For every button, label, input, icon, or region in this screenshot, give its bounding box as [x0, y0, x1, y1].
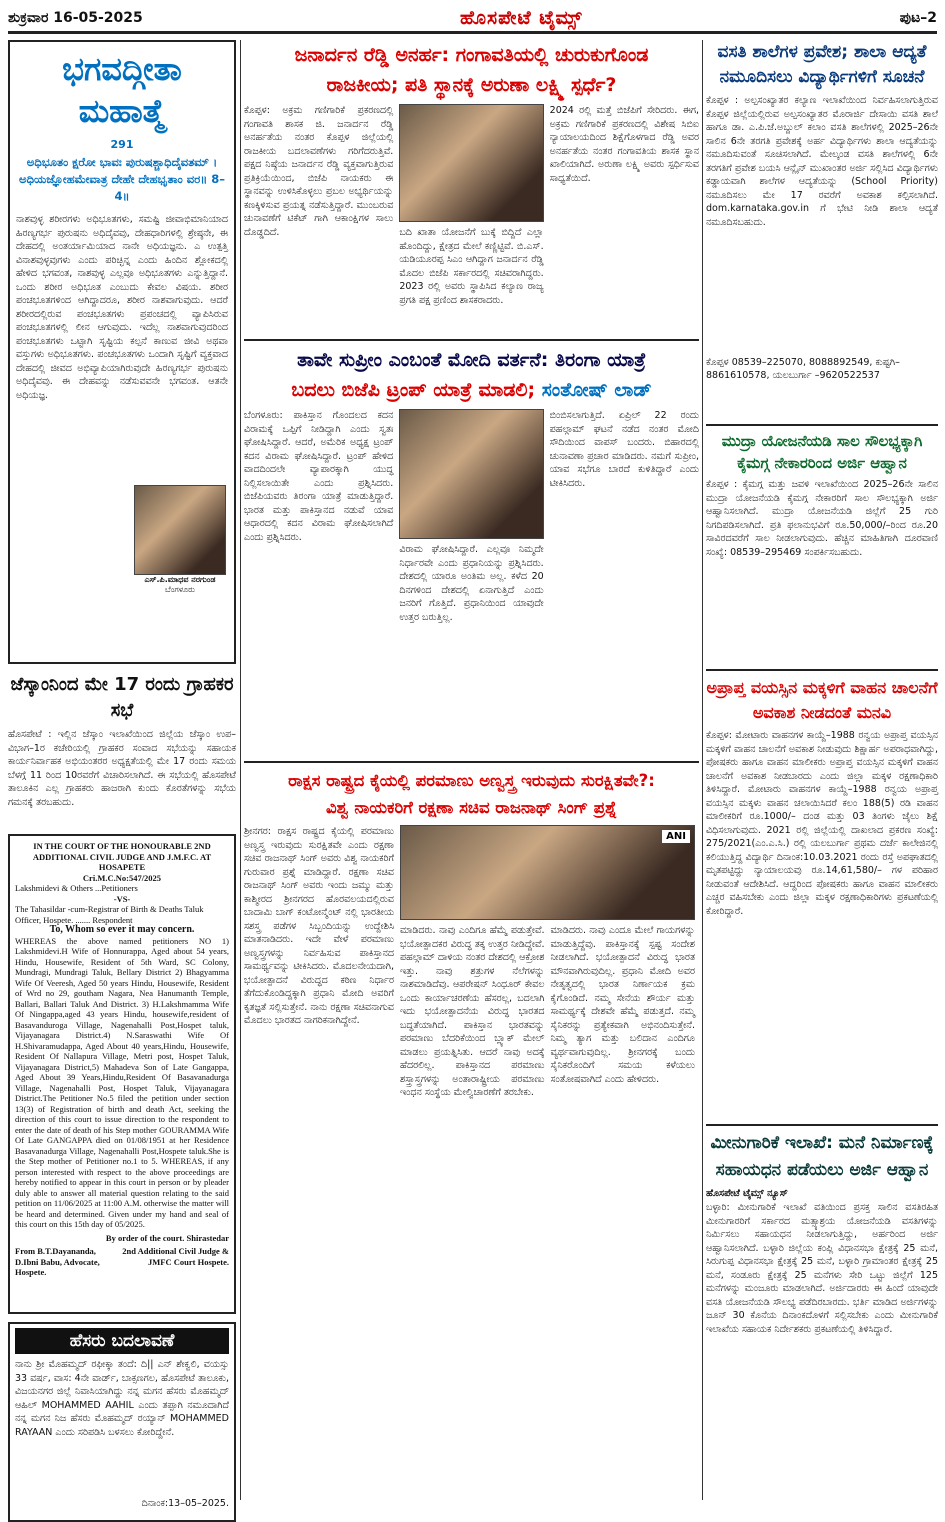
court-body: WHEREAS the above named petitioners NO 1) Lakshmidevi.H Wife of Honnurappa, Aged about 54 years, Hindu, Housewife, Resident of 5th Ward, SC Colony, Mundragi, Mundragi Taluk, Bellary District 2) Bhagyamma Wife Of Veeresh, Aged 50 years Hindu, Housewife, Resident of Wrd no 29, goutham Nagara, Nea Hanumanth Temple, Ballari, Ballari Taluk And District. 3) H.Lakshmamma Wife Of Ningappa,aged 43 years Hindu, housewife,resident of Basavanduroga Village, Nagenahalli Post,Hospet taluk, Vijayanagara District.4) N.Saraswathi Wife Of H.Shivaramudappa, Aged About 40 years,Hindu, Housewife, Resident Of Nallapura Village, Metri post, Hospet Taluk, Vijayanagara District,5) Mahadeva Son of Late Gangappa, Aged About 39 Years,Hindu,Resident Of Basavanadurga Village, Nagenahalli Post, Hospet Taluk, Vijayanagara District.The Petitioner No.5 filed the petition under section 13(3) of Registration of birth and death Act, seeking the direction of this court to issue direction to the respondent to enter the date of death of his Step mother GOURAMMA Wife Of Late GANGAPPA died on 01/08/1951 at her Residence Basavanadurga Village, Nagenahalli Post,Hospete taluk.She is the Step mother of Petitioner no.1 to 5. WHEREAS, if any person interested with respect to the above proceedings are hereby notified to appear in this court in person or by pleader duly able to answer all material question relating to the said petition on 11/06/2025 at 11:00 A.M. otherwise the matter will be heard and determined. Given under my hand and seal of this court on this 15th day of 05/2025.	[15, 935, 229, 1229]
hostel-article	[706, 40, 938, 420]
case-number: Cri.M.C.No:547/2025	[82, 872, 162, 883]
rajnath-col-2: ಮಾಡಿದರು. ನಾವು ಎಂದಿಗೂ ಹೆಮ್ಮೆ ಪಡುತ್ತೇವೆ. ಭಯೋತ್ಪಾದಕರ ವಿರುದ್ಧ ತಕ್ಕ ಉತ್ತರ ನೀಡಿದ್ದೇವೆ. ಪಹಲ್ಗಾಮ್ ದಾಳಿಯ ನಂತರ ದೇಶದಲ್ಲಿ ಆಕ್ರೋಶ ಇತ್ತು. ನಾವು ಶತ್ರುಗಳ ನೆಲೆಗಳನ್ನು ನಾಶಮಾಡಿದೆವು. ಆಪರೇಷನ್ ಸಿಂಧೂರ್ ಕೇವಲ ಒಂದು ಕಾರ್ಯಾಚರಣೆಯ ಹೆಸರಲ್ಲ, ಬದಲಾಗಿ ಇದು ಭಯೋತ್ಪಾದನೆಯ ವಿರುದ್ಧ ಭಾರತದ ಬದ್ಧತೆಯಾಗಿದೆ. ಪಾಕಿಸ್ತಾನ ಭಾರತವನ್ನು ಪರಮಾಣು ಬೆದರಿಕೆಯಿಂದ ಬ್ಲ್ಯಾಕ್ ಮೇಲ್ ಮಾಡಲು ಪ್ರಯತ್ನಿಸಿತು. ಆದರೆ ನಾವು ಅದಕ್ಕೆ ಹೆದರಲಿಲ್ಲ. ಪಾಕಿಸ್ತಾನದ ಪರಮಾಣು ಶಸ್ತ್ರಾಸ್ತ್ರಗಳನ್ನು ಅಂತಾರಾಷ್ಟ್ರೀಯ ಪರಮಾಣು ಇಂಧನ ಸಂಸ್ಥೆಯ ಮೇಲ್ವಿಚಾರಣೆಗೆ ತರಬೇಕು.	[400, 925, 545, 1098]
reddy-col-3: 2024 ರಲ್ಲಿ ಮತ್ತೆ ಬಿಜೆಪಿಗೆ ಸೇರಿದರು. ಈಗ, ಅಕ್ರಮ ಗಣಿಗಾರಿಕೆ ಪ್ರಕರಣದಲ್ಲಿ ವಿಶೇಷ ಸಿಬಿಐ ನ್ಯಾಯಾಲಯದಿಂದ ಶಿಕ್ಷೆಗೊಳಗಾದ ರೆಡ್ಡಿ ಅವರ ಅನರ್ಹತೆಯ ನಂತರ ಗಂಗಾವತಿಯ ಶಾಸಕ ಸ್ಥಾನ ಖಾಲಿಯಾಗಿದೆ. ಅರುಣಾ ಲಕ್ಷ್ಮಿ ಅವರು ಸ್ಪರ್ಧಿಸುವ ಸಾಧ್ಯತೆಯಿದೆ.	[549, 105, 699, 184]
vs: -VS-	[113, 893, 131, 904]
minor-title: ಅಪ್ರಾಪ್ತ ವಯಸ್ಸಿನ ಮಕ್ಕಳಿಗೆ ವಾಹನ ಚಾಲನೆಗೆ ಅವಕಾಶ ನೀಡದಂತೆ ಮನವಿ	[706, 678, 938, 722]
name-change-title: ಹೆಸರು ಬದಲಾವಣೆ	[15, 1328, 229, 1354]
name-change-box	[8, 1322, 236, 1522]
paper-name: ಹೊಸಪೇಟೆ ಟೈಮ್ಸ್	[459, 6, 583, 29]
court-notice	[8, 834, 236, 1314]
masthead	[8, 4, 937, 34]
reddy-article	[244, 40, 699, 335]
rajnath-col-1: ಶ್ರೀನಗರ: ರಾಕ್ಷಸ ರಾಷ್ಟ್ರದ ಕೈಯಲ್ಲಿ ಪರಮಾಣು ಅಣ್ವಸ್ತ್ರ ಇರುವುದು ಸುರಕ್ಷಿತವೇ ಎಂದು ರಕ್ಷಣಾ ಸಚಿವ ರಾಜನಾಥ್ ಸಿಂಗ್ ಅವರು ವಿಶ್ವ ನಾಯಕರಿಗೆ ಗುರುವಾರ ಪ್ರಶ್ನೆ ಮಾಡಿದ್ದಾರೆ. ರಕ್ಷಣಾ ಸಚಿವ ರಾಜನಾಥ್ ಸಿಂಗ್ ಅವರು ಇಂದು ಜಮ್ಮು ಮತ್ತು ಕಾಶ್ಮೀರದ ಶ್ರೀನಗರದ ಹೊರವಲಯದಲ್ಲಿರುವ ಬಾದಾಮಿ ಬಾಗ್ ಕಂಟೋನ್ಮೆಂಟ್ ನಲ್ಲಿ ಭಾರತೀಯ ಸಶಸ್ತ್ರ ಪಡೆಗಳ ಸಿಬ್ಬಂದಿಯನ್ನು ಉದ್ದೇಶಿಸಿ ಮಾತನಾಡಿದರು. ಇದೇ ವೇಳೆ ಪರಮಾಣು ಅಣ್ವಸ್ತ್ರಗಳನ್ನು ನಿರ್ವಹಿಸುವ ಪಾಕಿಸ್ತಾನದ ಸಾಮರ್ಥ್ಯವನ್ನು ಟೀಕಿಸಿದರು. ಮೊದಲನೇಯದಾಗಿ, ಭಯೋತ್ಪಾದನೆ ವಿರುದ್ಧದ ಕಠಿಣ ನಿರ್ಧಾರ ತೆಗೆದುಕೊಂಡಿದ್ದಕ್ಕಾಗಿ ಪ್ರಧಾನಿ ಮೋದಿ ಅವರಿಗೆ ಕೃತಜ್ಞತೆ ಸಲ್ಲಿಸುತ್ತೇನೆ. ನಾನು ರಕ್ಷಣಾ ಸಚಿವನಾಗುವ ಮೊದಲು ಭಾರತದ ನಾಗರಿಕನಾಗಿದ್ದೇನೆ.	[244, 826, 394, 1026]
lad-title-2b: ಸಂತೋಷ್ ಲಾಡ್	[535, 379, 652, 401]
fish-article	[706, 1130, 938, 1490]
left-column	[8, 40, 236, 1509]
court-sign: 2nd Additional Civil Judge & JMFC Court Hospete.	[122, 1246, 229, 1267]
mudra-body: ಕೊಪ್ಪಳ : ಕೈಮಗ್ಗ ಮತ್ತು ಜವಳಿ ಇಲಾಖೆಯಿಂದ 2025–26ನೇ ಸಾಲಿನ ಮುದ್ರಾ ಯೋಜನೆಯಡಿ ಕೈಮಗ್ಗ ನೇಕಾರರಿಗೆ ಸಾಲ ಸೌಲಭ್ಯಕ್ಕಾಗಿ ಅರ್ಜಿ ಆಹ್ವಾನಿಸಲಾಗಿದೆ. ಮುದ್ರಾ ಯೋಜನೆಯಡಿ ಜಿಲ್ಲೆಗೆ 25 ಗುರಿ ನಿಗದಿಪಡಿಸಲಾಗಿದೆ. ಪ್ರತಿ ಫಲಾನುಭವಿಗೆ ರೂ.50,000/–ರಿಂದ ರೂ.20 ಸಾವಿರದವರೆಗೆ ಸಾಲ ನೀಡಲಾಗುವುದು. ಹೆಚ್ಚಿನ ಮಾಹಿತಿಗಾಗಿ ದೂರವಾಣಿ ಸಂಖ್ಯೆ: 08539–295469 ಸಂಪರ್ಕಿಸಬಹುದು.	[706, 479, 938, 558]
reddy-col-2: ಬದಿ ಖಾತಾ ಯೋಜನೆಗೆ ಬುಕ್ಕೆ ಬಿದ್ದಿದೆ ಎಲ್ಲಾ ಹೊಂದಿದ್ದು, ಕ್ಷೇತ್ರದ ಮೇಲೆ ಕಣ್ಣಿಟ್ಟಿವೆ. ಬಿ.ಎಸ್. ಯಡಿಯೂರಪ್ಪ ಸಿಎಂ ಆಗಿದ್ದಾಗ ಜನಾರ್ದನ ರೆಡ್ಡಿ ಮೊದಲ ಬಿಜೆಪಿ ಸರ್ಕಾರದಲ್ಲಿ ಸಚಿವರಾಗಿದ್ದರು. 2023 ರಲ್ಲಿ ಅವರು ಸ್ಥಾಪಿಸಿದ ಕಲ್ಯಾಣ ರಾಜ್ಯ ಪ್ರಗತಿ ಪಕ್ಷ ಪ್ರಣಿಂದ ಶಾಸಕರಾದರು.	[399, 227, 544, 306]
gita-box	[8, 40, 236, 664]
minor-article	[706, 675, 938, 1120]
verse-text: ಅಧಿಭೂತಂ ಕ್ಷರೋ ಭಾವಃ ಪುರುಷಶ್ಚಾಧಿದೈವತಮ್ । ಅಧಿಯಜ್ಞೋಹಮೇವಾತ್ರ ದೇಹೇ ದೇಹಭೃತಾಂ ವರ॥ 8–4॥	[18, 155, 225, 203]
name-change-date: ದಿನಾಂಕ:13–05–2025.	[141, 1498, 229, 1509]
issue-date: ಶುಕ್ರವಾರ 16-05-2025	[8, 9, 143, 26]
rajnath-title-1: ರಾಕ್ಷಸ ರಾಷ್ಟ್ರದ ಕೈಯಲ್ಲಿ ಪರಮಾಣು ಅಣ್ವಸ್ತ್ರ ಇರುವುದು ಸುರಕ್ಷಿತವೇ?:	[288, 771, 655, 790]
lad-photo	[399, 409, 543, 539]
escom-body: ಹೊಸಪೇಟೆ : ಇಲ್ಲಿನ ಜೆಸ್ಕಾಂ ಇಲಾಖೆಯಿಂದ ಜಿಲ್ಲೆಯ ಜೆಸ್ಕಾಂ ಉಪ–ವಿಭಾಗ–1ರ ಕಚೇರಿಯಲ್ಲಿ ಗ್ರಾಹಕರ ಸಂವಾದ ಸಭೆಯನ್ನು ಸಹಾಯಕ ಕಾರ್ಯನಿರ್ವಾಹಕ ಅಭಿಯಂತರರ ಅಧ್ಯಕ್ಷತೆಯಲ್ಲಿ ಮೇ 17 ರಂದು ಸಮಯ ಬೆಳಗ್ಗೆ 11 ರಿಂದ 10ರವರೆಗೆ ವಿಚಾರಿಸಲಾಗಿದೆ. ಈ ಸಭೆಯಲ್ಲಿ ಹೊಸಪೇಟೆ ತಾಲೂಕಿನ ಎಲ್ಲ ಗ್ರಾಹಕರು ಹಾಜರಾಗಿ ಕುಂದು ಕೊರತೆಗಳನ್ನು ಸಭೆಯ ಗಮನಕ್ಕೆ ತರಬಹುದು.	[8, 729, 236, 808]
fish-body: ಬಳ್ಳಾರಿ: ಮೀನುಗಾರಿಕೆ ಇಲಾಖೆ ವತಿಯಿಂದ ಪ್ರಸಕ್ತ ಸಾಲಿನ ವಸತಿರಹಿತ ಮೀನುಗಾರರಿಗೆ ಸರ್ಕಾರದ ಮತ್ಸ್ಯಾಶ್ರಯ ಯೋಜನೆಯಡಿ ವಸತಿಗಳನ್ನು ನಿರ್ಮಿಸಲು ಸಹಾಯಧನ ನೀಡಲಾಗುತ್ತಿದ್ದು, ಅರ್ಹರಿಂದ ಅರ್ಜಿ ಆಹ್ವಾನಿಸಲಾಗಿದೆ. ಬಳ್ಳಾರಿ ಜಿಲ್ಲೆಯ ಕಂಪ್ಲಿ ವಿಧಾನಸಭಾ ಕ್ಷೇತ್ರಕ್ಕೆ 25 ಮನೆ, ಸಿರುಗುಪ್ಪ ವಿಧಾನಸಭಾ ಕ್ಷೇತ್ರಕ್ಕೆ 25 ಮನೆ, ಬಳ್ಳಾರಿ ಗ್ರಾಮಾಂತರ ಕ್ಷೇತ್ರಕ್ಕೆ 25 ಮನೆ, ಸಂಡೂರು ಕ್ಷೇತ್ರಕ್ಕೆ 25 ಮನೆಗಳು ಸೇರಿ ಒಟ್ಟು ಜಿಲ್ಲೆಗೆ 125 ಮನೆಗಳನ್ನು ಮಂಜೂರು ಮಾಡಲಾಗಿದೆ. ಅರ್ಜಿದಾರರು ಈ ಹಿಂದೆ ಯಾವುದೇ ವಸತಿ ಯೋಜನೆಯಡಿ ಸೌಲಭ್ಯ ಪಡೆದಿರಬಾರದು. ಭರ್ತಿ ಮಾಡಿದ ಅರ್ಜಿಗಳನ್ನು ಜೂನ್ 30 ಕೊನೆಯ ದಿನಾಂಕದೊಳಗೆ ಸಲ್ಲಿಸಬೇಕು ಎಂದು ಮೀನುಗಾರಿಕೆ ಇಲಾಖೆಯ ಸಹಾಯಕ ನಿರ್ದೇಶಕರು ಪ್ರಕಟಣೆಯಲ್ಲಿ ತಿಳಿಸಿದ್ದಾರೆ.	[706, 1202, 938, 1335]
mudra-title: ಮುದ್ರಾ ಯೋಜನೆಯಡಿ ಸಾಲ ಸೌಲಭ್ಯಕ್ಕಾಗಿ ಕೈಮಗ್ಗ ನೇಕಾರರಿಂದ ಅರ್ಜಿ ಆಹ್ವಾನ	[721, 432, 923, 472]
gita-title: ಭಗವದ್ಗೀತಾ ಮಹಾತ್ಮೆ	[62, 50, 182, 130]
court-from: From B.T.Dayananda, D.Ibni Babu, Advocate, Hospete.	[15, 1246, 100, 1277]
center-column	[244, 40, 699, 1500]
mudra-article	[706, 430, 938, 665]
rajnath-col-3: ಮಾಡಿದರು. ನಾವು ಎಂದೂ ಮೇಲೆ ಗಾಯಗಳನ್ನು ಮಾಡುತ್ತಿದ್ದೆವು. ಪಾಕಿಸ್ತಾನಕ್ಕೆ ಸ್ಪಷ್ಟ ಸಂದೇಶ ನೀಡಲಾಗಿದೆ. ಭಯೋತ್ಪಾದನೆ ವಿರುದ್ಧ ಭಾರತ ಮೌನವಾಗಿರುವುದಿಲ್ಲ. ಪ್ರಧಾನಿ ಮೋದಿ ಅವರ ನೇತೃತ್ವದಲ್ಲಿ ಭಾರತ ನಿರ್ಣಾಯಕ ಕ್ರಮ ಕೈಗೊಂಡಿದೆ. ನಮ್ಮ ಸೇನೆಯ ಶೌರ್ಯ ಮತ್ತು ಸಾಮರ್ಥ್ಯಕ್ಕೆ ದೇಶವೇ ಹೆಮ್ಮೆ ಪಡುತ್ತದೆ. ನಮ್ಮ ಸೈನಿಕರನ್ನು ಪ್ರತ್ಯೇಕವಾಗಿ ಅಭಿನಂದಿಸುತ್ತೇನೆ. ನಿಮ್ಮ ತ್ಯಾಗ ಮತ್ತು ಬಲಿದಾನ ಎಂದಿಗೂ ವ್ಯರ್ಥವಾಗುವುದಿಲ್ಲ. ಶ್ರೀನಗರಕ್ಕೆ ಬಂದು ಸೈನಿಕರೊಂದಿಗೆ ಸಮಯ ಕಳೆಯಲು ಸಂತೋಷವಾಗಿದೆ ಎಂದು ಹೇಳಿದರು.	[550, 925, 695, 1085]
reddy-photo	[399, 104, 543, 222]
hostel-phones: ಕೊಪ್ಪಳ 08539–225070, 8088892549, ಕುಷ್ಟಗಿ–8861610578, ಯಲಬುರ್ಗಾ –9620522537	[706, 357, 900, 381]
escom-title: ಜೆಸ್ಕಾಂನಿಂದ ಮೇ 17 ರಂದು ಗ್ರಾಹಕರ ಸಭೆ	[10, 674, 234, 721]
author-city: ಬೆಂಗಳೂರು	[165, 585, 195, 594]
reddy-title-2: ರಾಜಕೀಯ; ಪತಿ ಸ್ಥಾನಕ್ಕೆ ಅರುಣಾ ಲಕ್ಷ್ಮಿ ಸ್ಪರ್ಧೆ?	[326, 74, 617, 96]
author-name: ಎಸ್.ಪಿ.ಮಾಧವ ನರಗುಂಡ	[144, 575, 216, 584]
lad-col-2: ವಿರಾಮ ಘೋಷಿಸಿದ್ದಾರೆ. ಎಲ್ಲವೂ ನಿಮ್ಮದೇ ನಿರ್ಧಾರವೇ ಎಂದು ಪ್ರಧಾನಿಯನ್ನು ಪ್ರಶ್ನಿಸಿದರು. ದೇಶದಲ್ಲಿ ಯಾರೂ ಅಂತಿಮ ಅಲ್ಲ. ಕಳೆದ 20 ದಿನಗಳಿಂದ ದೇಶದಲ್ಲಿ ಏನಾಗುತ್ತಿದೆ ಎಂದು ಜನರಿಗೆ ಗೊತ್ತಿದೆ. ಪ್ರಧಾನಿಯಿಂದ ಯಾವುದೇ ಉತ್ತರ ಬರುತ್ತಿಲ್ಲ.	[399, 544, 544, 623]
lad-col-1: ಬೆಂಗಳೂರು: ಪಾಕಿಸ್ತಾನ ಗೊಂದಲದ ಕದನ ವಿರಾಮಕ್ಕೆ ಒಪ್ಪಿಗೆ ನೀಡಿದ್ದಾಗಿ ಎಂದು ಸ್ವತಃ ಘೋಷಿಸಿದ್ದಾರೆ. ಆದರೆ, ಅಮೆರಿಕ ಅಧ್ಯಕ್ಷ ಟ್ರಂಪ್ ಕದನ ವಿರಾಮ ಘೋಷಿಸಿದ್ದಾರೆ. ಟ್ರಂಪ್ ಹೇಳಿದ ವಾದದಿಂದಲೇ ವ್ಯಾಪಾರಕ್ಕಾಗಿ ಯುದ್ಧ ನಿಲ್ಲಿಸಲಾಯಿತೇ ಎಂದು ಪ್ರಶ್ನಿಸಿದರು. ಬಿಜೆಪಿಯವರು ತಿರಂಗಾ ಯಾತ್ರೆ ಮಾಡುತ್ತಿದ್ದಾರೆ. ಭಾರತ ಮತ್ತು ಪಾಕಿಸ್ತಾನದ ನಡುವೆ ಯಾವ ಆಧಾರದಲ್ಲಿ ಕದನ ವಿರಾಮ ಘೋಷಿಸಲಾಗಿದೆ ಎಂದು ಪ್ರಶ್ನಿಸಿದರು.	[244, 410, 394, 543]
court-head: IN THE COURT OF THE HONOURABLE 2ND ADDITIONAL CIVIL JUDGE AND J.M.F.C. AT HOSAPETE	[32, 841, 212, 872]
rajnath-title-2: ವಿಶ್ವ ನಾಯಕರಿಗೆ ರಕ್ಷಣಾ ಸಚಿವ ರಾಜನಾಥ್ ಸಿಂಗ್ ಪ್ರಶ್ನೆ	[325, 798, 617, 817]
hostel-title: ವಸತಿ ಶಾಲೆಗಳ ಪ್ರವೇಶ; ಶಾಲಾ ಆದ್ಯತೆ ನಮೂದಿಸಲು ವಿದ್ಯಾರ್ಥಿಗಳಿಗೆ ಸೂಚನೆ	[717, 42, 927, 87]
fish-title: ಮೀನುಗಾರಿಕೆ ಇಲಾಖೆ: ಮನೆ ನಿರ್ಮಾಣಕ್ಕೆ ಸಹಾಯಧನ ಪಡೆಯಲು ಅರ್ಜಿ ಆಹ್ವಾನ	[710, 1133, 934, 1180]
gita-body: ನಾಶವುಳ್ಳ ಶರೀರಗಳು ಅಧಿಭೂತಗಳು, ಸಮಷ್ಟಿ ಜೀವಾಭಿಮಾನಿಯಾದ ಹಿರಣ್ಯಗರ್ಭ ಪುರುಷನು ಅಧಿದೈವವು, ದೇಹಧಾರಿಗಳಲ್ಲಿ ಶ್ರೇಷ್ಠನೇ, ಈ ದೇಹದಲ್ಲಿ ಅಂತರ್ಯಾಮಿಯಾದ ನಾನೇ ಅಧಿಯಜ್ಞನು. ಎ ಉತ್ಪತ್ತಿ ವಿನಾಶವುಳ್ಳವುಗಳು ಎಂದು ಪರಿಚ್ಛಿನ್ನ ಎಂದು ಹಿಂದಿನ ಶ್ಲೋಕದಲ್ಲಿ ಹೇಳಿದ ಭಗವಂತ, ನಾಶವುಳ್ಳ ಎಲ್ಲವೂ ಅಧಿಭೂತಗಳು ಎನ್ನುತ್ತಿದ್ದಾನೆ. ಒಂದು ಶರೀರ ಅಧಿಭೂತ ಎಂಬುದು ಕೇವಲ ವಿಷಯ. ಶರೀರ ಪಂಚಭೂತಗಳಿಂದ ಆಗಿದ್ದಾದರೂ, ಶರೀರ ನಾಶವಾಗುವುದು. ಆದರೆ ಶರೀರದಲ್ಲಿರುವ ಪಂಚಭೂತಗಳು ಪ್ರಪಂಚದಲ್ಲಿ ವ್ಯಾಪಿಸಿರುವ ಪಂಚಭೂತಗಳಲ್ಲಿ ಲೀನ ಆಗುವುದು. ಇದೆಲ್ಲ ನಾಶವಾಗುವುದರಿಂದ ಪಂಚಭೂತಗಳು ಒಟ್ಟಾಗಿ ಸೃಷ್ಟಿಯ ಕಲ್ಪನೆ ಕಾಣುವ ಜೀವಿ ಅಥವಾ ವಸ್ತುಗಳು ಅಧಿಭೂತಗಳು. ಪಂಚಭೂತಗಳು ಒಂದಾಗಿ ಸೃಷ್ಟಿಗೆ ವ್ಯಕ್ತವಾದ ದೇಹದಲ್ಲಿ ಜೀವದ ಅಭಿವ್ಯಾಪಿಯಾಗಿರುವುದೇ ಹಿರಣ್ಯಗರ್ಭ ಪುರುಷನು ಅಧಿದೈವವು. ಈ ದೇಹವನ್ನು ನಡೆಸುವವನೇ ಭಗವಂತ. ಆತನೇ ಅಧಿಯಜ್ಞ.	[16, 214, 228, 401]
lad-col-3: ಬಿಂಬಿಸಲಾಗುತ್ತಿದೆ. ಏಪ್ರಿಲ್ 22 ರಂದು ಪಹಲ್ಗಾಮ್ ಘಟನೆ ನಡೆದ ನಂತರ ಮೋದಿ ಸೌದಿಯಿಂದ ವಾಪಸ್ ಬಂದರು. ಬಿಹಾರದಲ್ಲಿ ಚುನಾವಣಾ ಪ್ರಚಾರ ಮಾಡಿದರು. ನಮಗೆ ಸುಪ್ರೀಂ, ಯಾವ ಸಭೆಗೂ ಬಾರದೆ ಕುಳಿತಿದ್ದಾರೆ ಎಂದು ಟೀಕಿಸಿದರು.	[549, 410, 699, 489]
minor-body: ಕೊಪ್ಪಳ: ಮೋಟಾರು ವಾಹನಗಳ ಕಾಯ್ದೆ–1988 ರನ್ವಯ ಅಪ್ರಾಪ್ತ ವಯಸ್ಸಿನ ಮಕ್ಕಳಿಗೆ ವಾಹನ ಚಾಲನೆಗೆ ಅವಕಾಶ ನೀಡುವುದು ಶಿಕ್ಷಾರ್ಹ ಅಪರಾಧವಾಗಿದ್ದು, ಪೋಷಕರು ಹಾಗೂ ವಾಹನ ಮಾಲೀಕರು ಅಪ್ರಾಪ್ತ ವಯಸ್ಸಿನ ಮಕ್ಕಳಿಗೆ ವಾಹನ ಚಾಲನೆಗೆ ಅವಕಾಶ ನೀಡಬಾರದು ಎಂದು ಜಿಲ್ಲಾ ಮಕ್ಕಳ ರಕ್ಷಣಾಧಿಕಾರಿ ತಿಳಿಸಿದ್ದಾರೆ. ಮೋಟಾರು ವಾಹನಗಳ ಕಾಯ್ದೆ–1988 ರನ್ವಯ ಅಪ್ರಾಪ್ತ ವಯಸ್ಸಿನ ಮಕ್ಕಳು ವಾಹನ ಚಲಾಯಿಸಿದರೆ ಕಲಂ 188(5) ರಡಿ ವಾಹನ ಮಾಲೀಕರಿಗೆ ರೂ.1000/– ದಂಡ ಮತ್ತು 03 ತಿಂಗಳು ಜೈಲು ಶಿಕ್ಷೆ ವಿಧಿಸಲಾಗುವುದು. 2021 ರಲ್ಲಿ ಜಿಲ್ಲೆಯಲ್ಲಿ ದಾಖಲಾದ ಪ್ರಕರಣ ಸಂಖ್ಯೆ: 275/2021(ಎಂ.ಎ.ಸಿ.) ರಲ್ಲಿ ಯಲಬುರ್ಗಾ ಪ್ರಥಮ ದರ್ಜೆ ಕಾಲೇಜಿನಲ್ಲಿ ಕಲಿಯುತ್ತಿದ್ದ ವಿದ್ಯಾರ್ಥಿ ದಿನಾಂಕ:10.03.2021 ರಂದು ರಸ್ತೆ ಅಪಘಾತದಲ್ಲಿ ಮೃತಪಟ್ಟಿದ್ದು ನ್ಯಾಯಾಲಯವು ರೂ.14,61,580/– ಗಳ ಪರಿಹಾರ ನೀಡುವಂತೆ ಆದೇಶಿಸಿದೆ. ಆದ್ದರಿಂದ ಪೋಷಕರು ಹಾಗೂ ವಾಹನ ಮಾಲೀಕರು ಎಚ್ಚರ ವಹಿಸಬೇಕು ಎಂದು ಜಿಲ್ಲಾ ಮಕ್ಕಳ ರಕ್ಷಣಾಧಿಕಾರಿಗಳು ಪ್ರಕಟಣೆಯಲ್ಲಿ ಕೋರಿದ್ದಾರೆ.	[706, 730, 938, 917]
rajnath-article	[244, 767, 699, 1507]
author-box	[132, 483, 228, 597]
author-photo	[134, 485, 226, 575]
verse-number: 291	[110, 138, 134, 151]
respondent: The Tahasildar -cum-Registrar of Birth & Deaths Taluk Officer, Hospete. ....... Respondent	[15, 904, 204, 925]
escom-article	[8, 672, 236, 824]
reddy-col-1: ಕೊಪ್ಪಳ: ಅಕ್ರಮ ಗಣಿಗಾರಿಕೆ ಪ್ರಕರಣದಲ್ಲಿ ಗಂಗಾವತಿ ಶಾಸಕ ಜಿ. ಜನಾರ್ದನ ರೆಡ್ಡಿ ಅನರ್ಹತೆಯ ನಂತರ ಕೊಪ್ಪಳ ಜಿಲ್ಲೆಯಲ್ಲಿ ರಾಜಕೀಯ ಬದಲಾವಣೆಗಳು ಗರಿಗೆದರುತ್ತಿವೆ. ಪಕ್ಷದ ನಿಷ್ಠೆಯ ಜನಾರ್ದನ ರೆಡ್ಡಿ ವ್ಯಕ್ತವಾಗುತ್ತಿರುವ ಪ್ರತಿಕ್ರಿಯೆಯಿಂದ, ಬಿಜೆಪಿ ನಾಯಕರು ಈ ಸ್ಥಾನವನ್ನು ಉಳಿಸಿಕೊಳ್ಳಲು ಪ್ರಬಲ ಅಭ್ಯರ್ಥಿಯನ್ನು ಕಣಕ್ಕಿಳಿಸುವ ಪ್ರಯತ್ನ ನಡೆಸುತ್ತಿದ್ದಾರೆ. ಮುಂಬರುವ ಚುನಾವಣೆಗೆ ಟಿಕೆಟ್ ಗಾಗಿ ಆಕಾಂಕ್ಷಿಗಳ ಸಾಲು ದೊಡ್ಡದಿದೆ.	[244, 105, 394, 238]
to-whom: To, Whom so ever it may concern.	[49, 924, 195, 935]
reddy-title-1: ಜನಾರ್ದನ ರೆಡ್ಡಿ ಅನರ್ಹ: ಗಂಗಾವತಿಯಲ್ಲಿ ಚುರುಕುಗೊಂಡ	[294, 44, 649, 66]
ani-logo: ANI	[662, 830, 690, 843]
hostel-body: ಕೊಪ್ಪಳ : ಅಲ್ಪಸಂಖ್ಯಾತರ ಕಲ್ಯಾಣ ಇಲಾಖೆಯಿಂದ ನಿರ್ವಹಿಸಲಾಗುತ್ತಿರುವ ಕೊಪ್ಪಳ ಜಿಲ್ಲೆಯಲ್ಲಿರುವ ಅಲ್ಪಸಂಖ್ಯಾತರ ಮೊರಾರ್ಜಿ ದೇಸಾಯಿ ವಸತಿ ಶಾಲೆ ಹಾಗೂ ಡಾ. ಎ.ಪಿ.ಜೆ.ಅಬ್ದುಲ್ ಕಲಾಂ ವಸತಿ ಶಾಲೆಗಳಲ್ಲಿ 2025–26ನೇ ಸಾಲಿನ 6ನೇ ತರಗತಿ ಪ್ರವೇಶಕ್ಕೆ ಅರ್ಹ ವಿದ್ಯಾರ್ಥಿಗಳು ಶಾಲಾ ಆದ್ಯತೆಯನ್ನು ನಮೂದಿಸುವಂತೆ ಸೂಚಿಸಲಾಗಿದೆ. ಮೇಲ್ಕಂಡ ವಸತಿ ಶಾಲೆಗಳಲ್ಲಿ 6ನೇ ತರಗತಿಗೆ ಪ್ರವೇಶ ಬಯಸಿ ಆನ್ಲೈನ್ ಮುಖಾಂತರ ಅರ್ಜಿ ಸಲ್ಲಿಸಿದ ವಿದ್ಯಾರ್ಥಿಗಳು ಕಡ್ಡಾಯವಾಗಿ ಶಾಲೆಗಳ ಆದ್ಯತೆಯನ್ನು (School Priority) ನಮೂದಿಸಲು ಮೇ 17 ರವರೆಗೆ ಅವಕಾಶ ಕಲ್ಪಿಸಲಾಗಿದೆ. dom.karnataka.gov.in ಗೆ ಭೇಟಿ ನೀಡಿ ಶಾಲಾ ಆದ್ಯತೆ ನಮೂದಿಸಬಹುದು.	[706, 95, 938, 228]
rajnath-photo	[400, 825, 695, 920]
lad-article	[244, 345, 699, 757]
court-order: By order of the court. Shirastedar	[105, 1232, 229, 1243]
petitioner: Lakshmidevi & Others ...Petitioners	[15, 883, 138, 893]
name-change-body: ನಾನು ಶ್ರೀ ಮೊಹಮ್ಮದ್ ರಫೀಕ್ಕಾ ತಂದೆ: ದಿ|| ಎನ್ ಶೇಕ್ವಲಿ, ವಯಸ್ಸು 33 ವರ್ಷ, ವಾಸ: 4ನೇ ವಾರ್ಡ್, ಬಾಕ್ಸಣಗಲ, ಹೊಸಪೇಟೆ ತಾಲೂಕು, ವಿಜಯನಗರ ಜಿಲ್ಲೆ ನಿವಾಸಿಯಾಗಿದ್ದು ನನ್ನ ಮಗನ ಹೆಸರು ಮೊಹಮ್ಮದ್ ಆಹಿಲ್ MOHAMMED AAHIL ಎಂದು ತಪ್ಪಾಗಿ ನಮೂದಾಗಿದೆ ನನ್ನ ಮಗನ ನಿಜ ಹೆಸರು ಮೊಹಮ್ಮದ್ ರಯ್ಯಾನ್ MOHAMMED RAYAAN ಎಂದು ಸರಿಪಡಿಸಿ ಬಳಸಲು ಕೋರಿದ್ದೇನೆ.	[15, 1359, 229, 1438]
right-column	[706, 40, 938, 1500]
fish-byline: ಹೊಸಪೇಟೆ ಟೈಮ್ಸ್ ನ್ಯೂಸ್	[706, 1188, 788, 1199]
page-number: ಪುಟ–2	[899, 9, 937, 26]
lad-title-2a: ಬದಲು ಬಿಜೆಪಿ ಟ್ರಂಪ್ ಯಾತ್ರೆ ಮಾಡಲಿ;	[291, 379, 536, 401]
lad-title-1: ತಾವೇ ಸುಪ್ರೀಂ ಎಂಬಂತೆ ಮೋದಿ ವರ್ತನೆ: ತಿರಂಗಾ ಯಾತ್ರೆ	[297, 349, 646, 371]
